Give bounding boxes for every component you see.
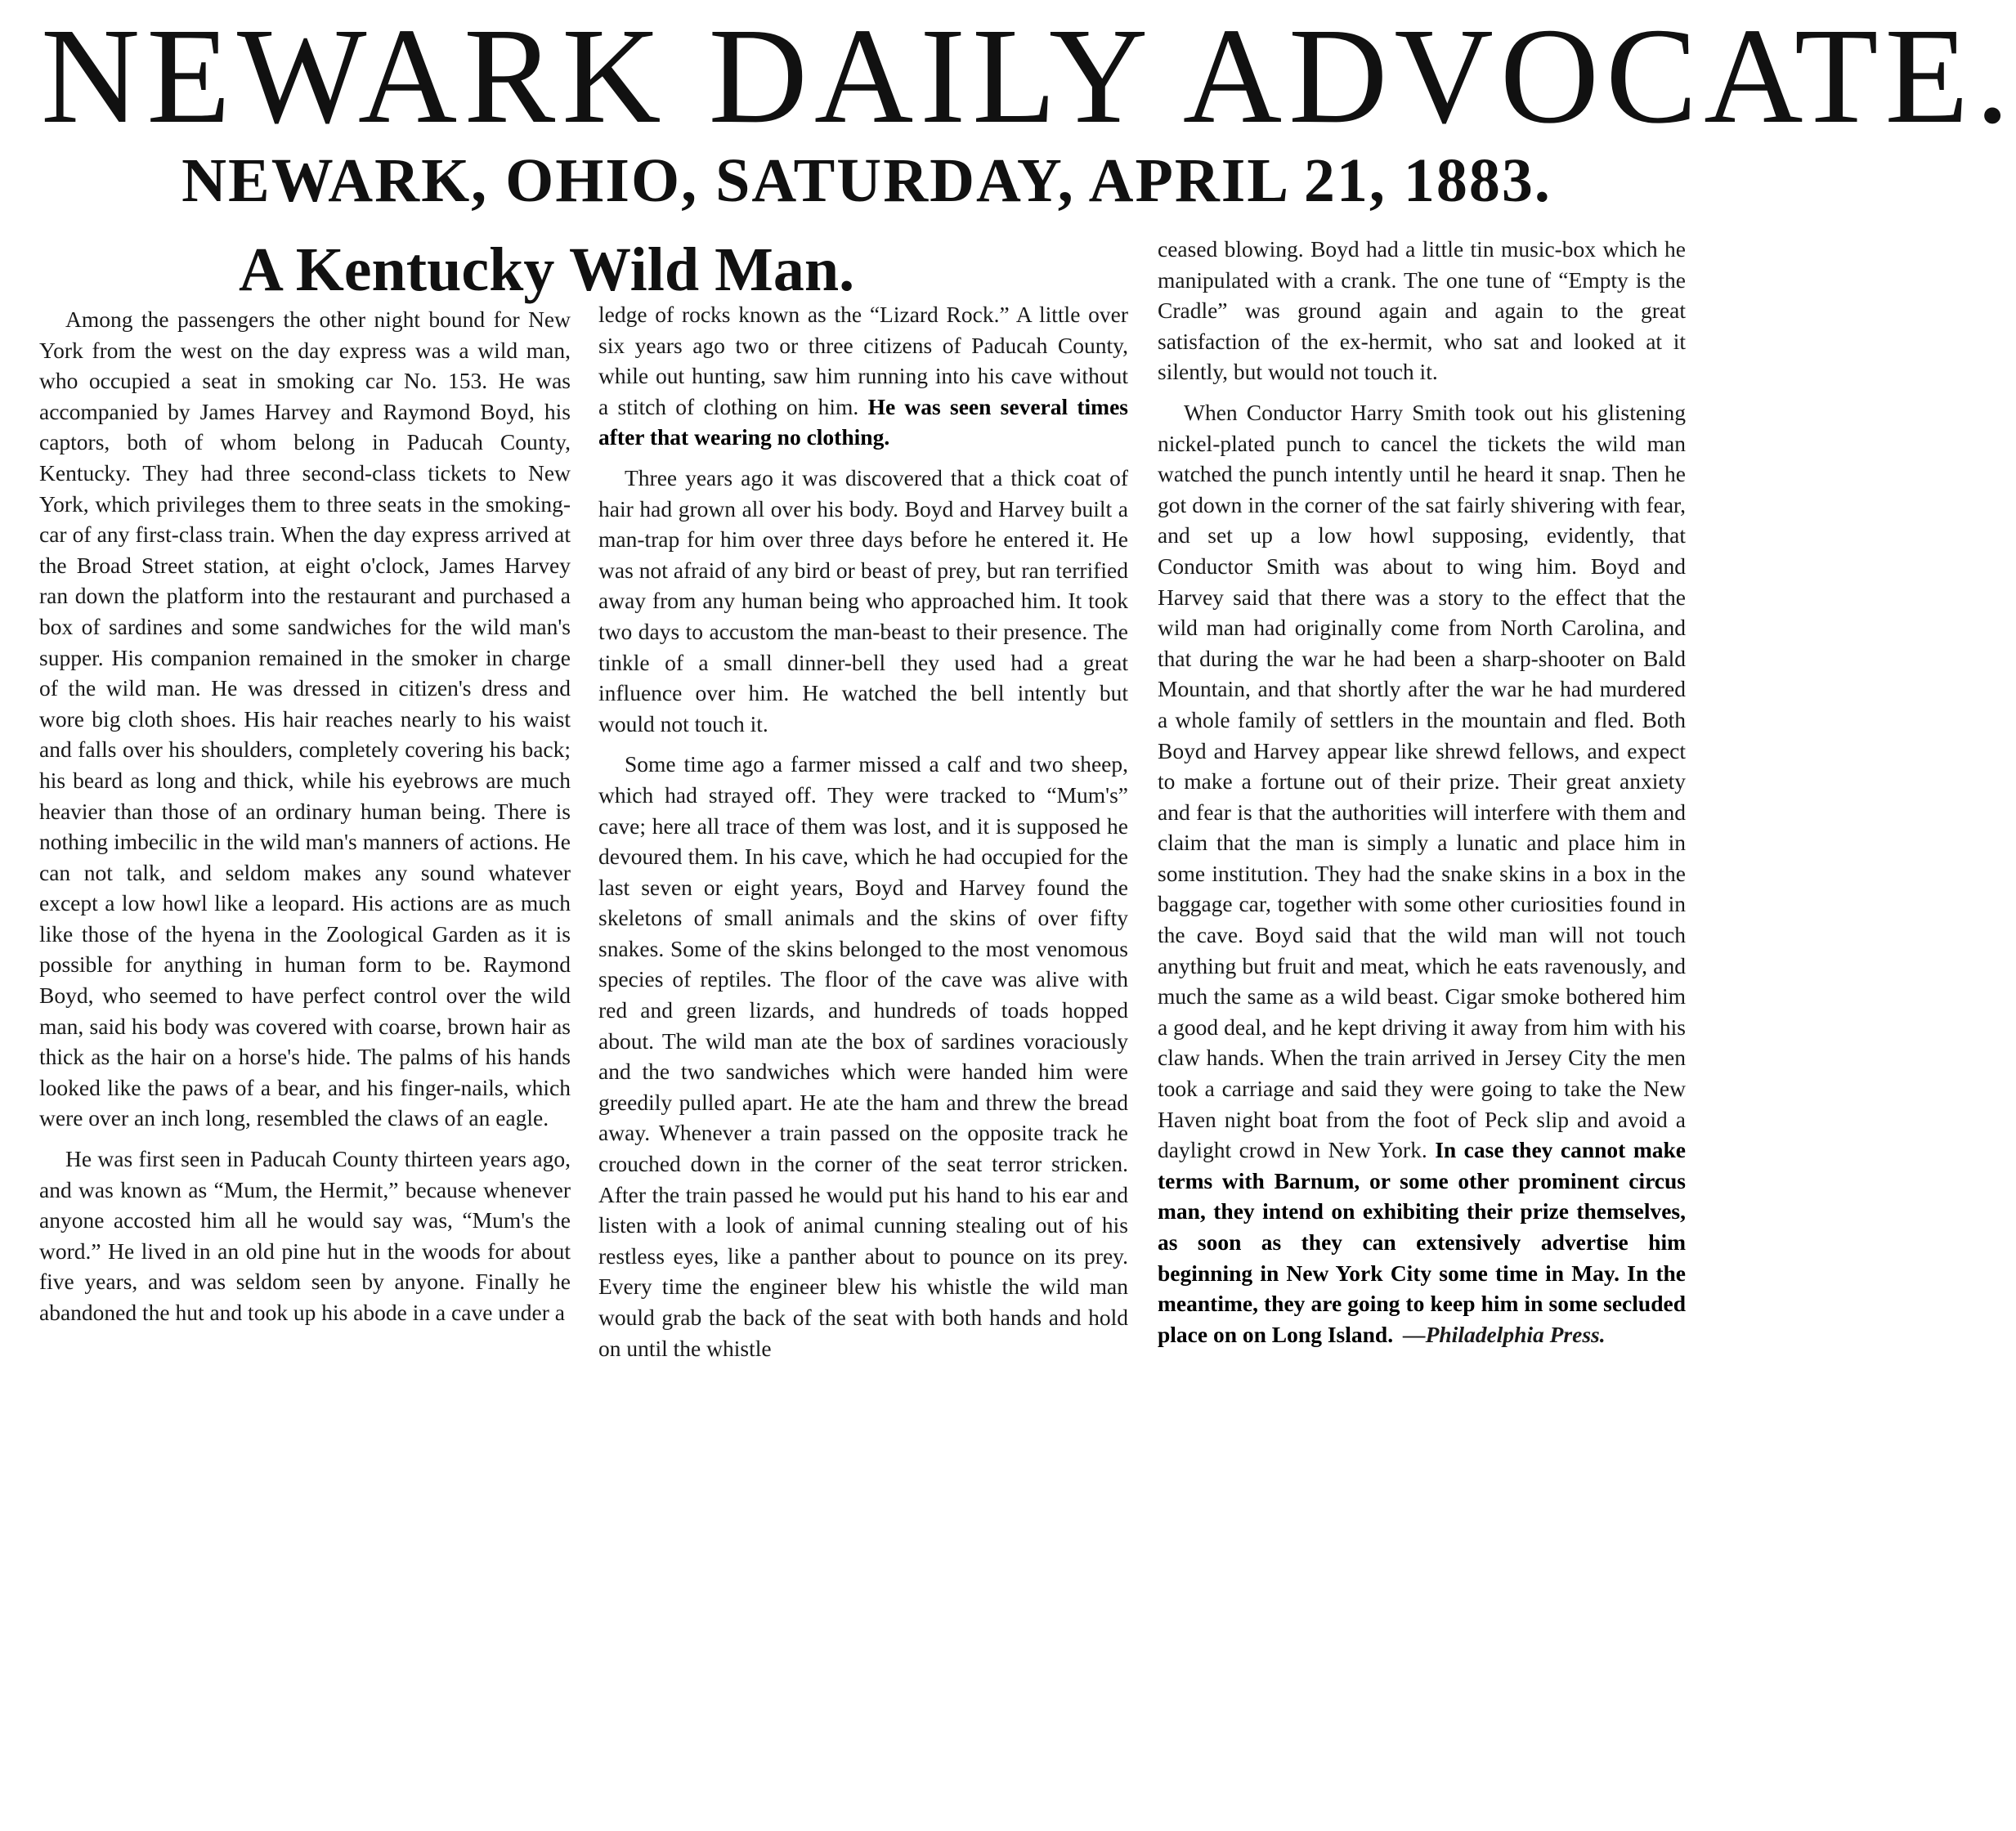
article-column-2: [598, 299, 1128, 1824]
paragraph: Among the passengers the other night bound for New York from the west on the day express was a wild man, who occupied a seat in smoking car No. 153. He was accompanied by James Harvey and Raymond Boyd, his captors, both of whom belong in Paducah County, Kentucky. They had three second-class tickets to New York, which privileges them to three seats in the smoking-car of any first-class train. When the day express arrived at the Broad Street station, at eight o'clock, James Harvey ran down the platform into the restaurant and purchased a box of sardines and some sandwiches for the wild man's supper. His companion remained in the smoker in charge of the wild man. He was dressed in citizen's dress and wore big cloth shoes. His hair reaches nearly to his waist and falls over his shoulders, completely covering his back; his beard as long and thick, while his eyebrows are much heavier than those of an ordinary human being. There is nothing imbecilic in the wild man's manners of actions. He can not talk, and seldom makes any sound whatever except a low howl like a leopard. His actions are as much like those of the hyena in the Zoological Garden as it is possible for anything in human form to be. Raymond Boyd, who seemed to have perfect control over the wild man, said his body was covered with coarse, brown hair as thick as the hair on a horse's hide. The palms of his hands looked like the paws of a bear, and his finger-nails, which were over an inch long, resembled the claws of an eagle.: [39, 307, 571, 1131]
added-text: In case they cannot make terms with Barnum, or some other prominent circus man, they intend on exhibiting their prize themselves, as soon as they can extensively advertise him beginning in New York City some time in May. In the meantime, they are going to keep him in some secluded place on on Long Island.: [1158, 1137, 1686, 1347]
paragraph: Three years ago it was discovered that a thick coat of hair had grown all over his body. Boyd and Harvey built a man-trap for him over three days before he entered it. He was not afraid of any bird or beast of prey, but ran terrified away from any human being who approached him. It took two days to accustom the man-beast to their presence. The tinkle of a small dinner-bell they used had a great influence over him. He watched the bell intently but would not touch it.: [598, 464, 1128, 736]
article-headline: A Kentucky Wild Man.: [239, 235, 855, 304]
paragraph: [598, 299, 1128, 453]
article-column-3: [1158, 234, 1686, 1824]
added-text: He was seen several times after that wearing no clothing.: [598, 393, 1129, 450]
dateline: NEWARK, OHIO, SATURDAY, APRIL 21, 1883.: [181, 146, 1552, 215]
paragraph: ceased blowing. Boyd had a little tin music-box which he manipulated with a crank. The one tune of “Empty is the Cradle” was ground again and again to the great satisfaction of the ex-hermit, who sat and looked at it silently, but would not touch it.: [1158, 236, 1686, 385]
article-column-1: [39, 304, 571, 1824]
paragraph: [1158, 397, 1686, 1350]
newspaper-masthead: NEWARK DAILY ADVOCATE.: [41, 0, 2016, 152]
paragraph: He was first seen in Paducah County thirteen years ago, and was known as “Mum, the Hermit,” because whenever anyone accosted him all he would say was, “Mum's the word.” He lived in an old pine hut in the woods for about five years, and was seldom seen by anyone. Finally he abandoned the hut and took up his abode in a cave under a: [39, 1146, 571, 1325]
paragraph-text: When Conductor Harry Smith took out his glistening nickel-plated punch to cancel the tickets the wild man watched the punch intently until he heard it snap. Then he got down in the corner of the sat fairly shivering with fear, and set up a low howl supposing, evidently, that Conductor Smith was about to wing him. Boyd and Harvey said that there was a story to the effect that the wild man had originally come from North Carolina, and that during the war he had been a sharp-shooter on Bald Mountain, and that shortly after the war he had murdered a whole family of settlers in the mountain and fled. Both Boyd and Harvey appear like shrewd fellows, and expect to make a fortune out of their prize. Their great anxiety and fear is that the authorities will interfere with them and claim that the man is simply a lunatic and place him in some institution. They had the snake skins in a box in the baggage car, together with some other curiosities found in the cave. Boyd said that the wild man will not touch anything but fruit and meat, which he eats ravenously, and much the same as a wild beast. Cigar smoke bothered him a good deal, and he kept driving it away from him with his claw hands. When the train arrived in Jersey City the men took a carriage and said they were going to take the New Haven night boat from the foot of Peck slip and avoid a daylight crowd in New York.: [1158, 399, 1686, 1163]
source-credit: —Philadelphia Press.: [1403, 1321, 1606, 1347]
paragraph: Some time ago a farmer missed a calf and two sheep, which had strayed off. They were tracked to “Mum's” cave; here all trace of them was lost, and it is supposed he devoured them. In his cave, which he had occupied for the last seven or eight years, Boyd and Harvey found the skeletons of small animals and the skins of over fifty snakes. Some of the skins belonged to the most venomous species of reptiles. The floor of the cave was alive with red and green lizards, and hundreds of toads hopped about. The wild man ate the box of sardines voraciously and the two sandwiches which were handed him were greedily pulled apart. He ate the ham and threw the bread away. Whenever a train passed on the opposite track he crouched down in the corner of the seat terror stricken. After the train passed he would put his hand to his ear and listen with a look of animal cunning stealing out of his restless eyes, like a panther about to pounce on its prey. Every time the engineer blew his whistle the wild man would grab the back of the seat with both hands and hold on until the whistle: [598, 751, 1128, 1361]
paragraph-text: ledge of rocks known as the “Lizard Rock.” A little over six years ago two or three citizens of Paducah County, while out hunting, saw him running into his cave without a stitch of clothing on him.: [598, 302, 1128, 419]
